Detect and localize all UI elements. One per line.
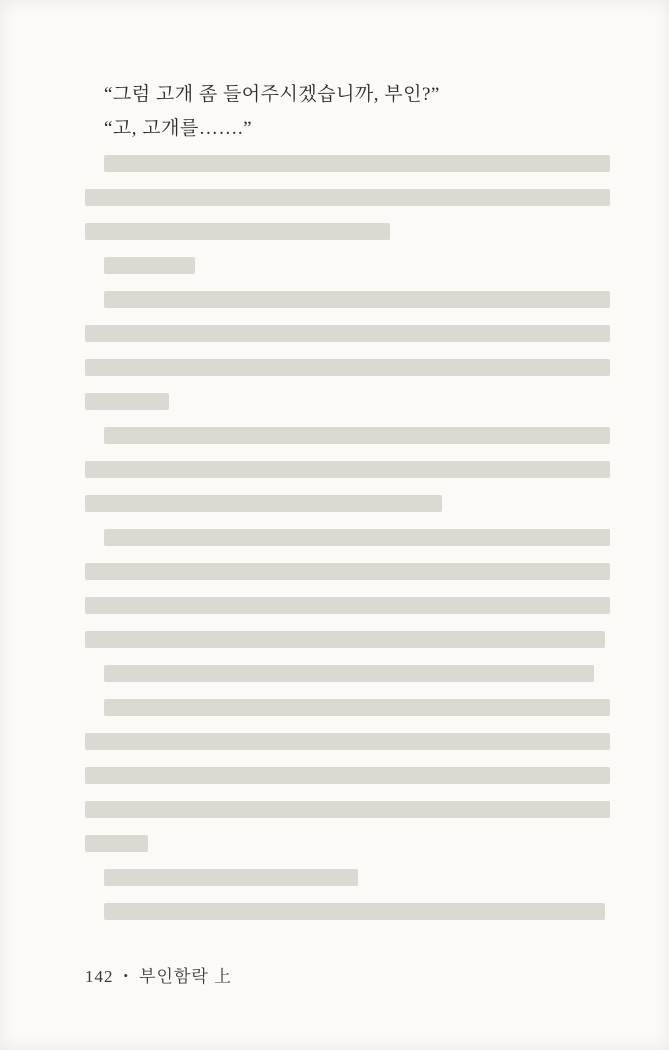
redaction-bar: [85, 631, 605, 648]
redaction-bar: [85, 733, 610, 750]
redacted-text-line: [85, 180, 610, 214]
dialogue-paragraph: [85, 248, 610, 282]
redacted-text-line: [85, 486, 610, 520]
redacted-text-line: [85, 792, 610, 826]
redaction-bar: [85, 189, 610, 206]
redaction-bar: [104, 665, 594, 682]
redacted-text-line: [85, 214, 610, 248]
redaction-bar: [85, 393, 169, 410]
redaction-bar: [85, 461, 610, 478]
text-line: “고, 고개를…….”: [104, 118, 253, 139]
redacted-text-line: [85, 826, 610, 860]
redaction-bar: [104, 257, 195, 274]
redacted-text-line: [85, 622, 610, 656]
redaction-bar: [104, 529, 610, 546]
redaction-bar: [104, 291, 610, 308]
redaction-bar: [85, 495, 442, 512]
redaction-bar: [85, 597, 610, 614]
narration-paragraph: [85, 690, 610, 860]
redacted-text-line: [85, 690, 610, 724]
redacted-text-line: [85, 418, 610, 452]
page-footer: [85, 962, 232, 987]
redaction-bar: [85, 325, 610, 342]
text-line: “그럼 고개 좀 들어주시겠습니까, 부인?”: [104, 84, 440, 105]
redacted-text-line: [85, 282, 610, 316]
redaction-bar: [104, 699, 610, 716]
redacted-text-line: [85, 248, 610, 282]
dialogue-paragraph: [85, 112, 610, 146]
redacted-text-line: [85, 554, 610, 588]
page-number: 142: [85, 967, 114, 986]
book-title: 부인함락 上: [139, 967, 233, 986]
redaction-bar: [85, 801, 610, 818]
redacted-text-line: [85, 316, 610, 350]
redaction-bar: [85, 767, 610, 784]
narration-paragraph: [85, 282, 610, 418]
redacted-text-line: [85, 350, 610, 384]
narration-paragraph: [85, 146, 610, 248]
dialogue-paragraph: [85, 656, 610, 690]
redaction-bar: [104, 869, 358, 886]
redaction-bar: [104, 155, 610, 172]
redacted-text-line: [85, 894, 610, 928]
redacted-text-line: [85, 588, 610, 622]
redacted-text-line: [85, 656, 610, 690]
dialogue-paragraph: [85, 894, 610, 928]
narration-paragraph: [85, 520, 610, 656]
dialogue-paragraph: [85, 78, 610, 112]
redacted-text-line: [85, 520, 610, 554]
narration-paragraph: [85, 860, 610, 894]
redaction-bar: [85, 359, 610, 376]
body-text-block: [85, 78, 610, 928]
redacted-text-line: [85, 452, 610, 486]
redacted-text-line: [85, 146, 610, 180]
redaction-bar: [104, 903, 605, 920]
dialogue-paragraph: [85, 418, 610, 520]
redaction-bar: [104, 427, 610, 444]
redaction-bar: [85, 223, 390, 240]
redacted-text-line: [85, 384, 610, 418]
redacted-text-line: [85, 758, 610, 792]
redacted-text-line: [85, 860, 610, 894]
redacted-text-line: [85, 724, 610, 758]
redaction-bar: [85, 563, 610, 580]
redaction-bar: [85, 835, 148, 852]
footer-separator-bullet: •: [123, 968, 130, 983]
